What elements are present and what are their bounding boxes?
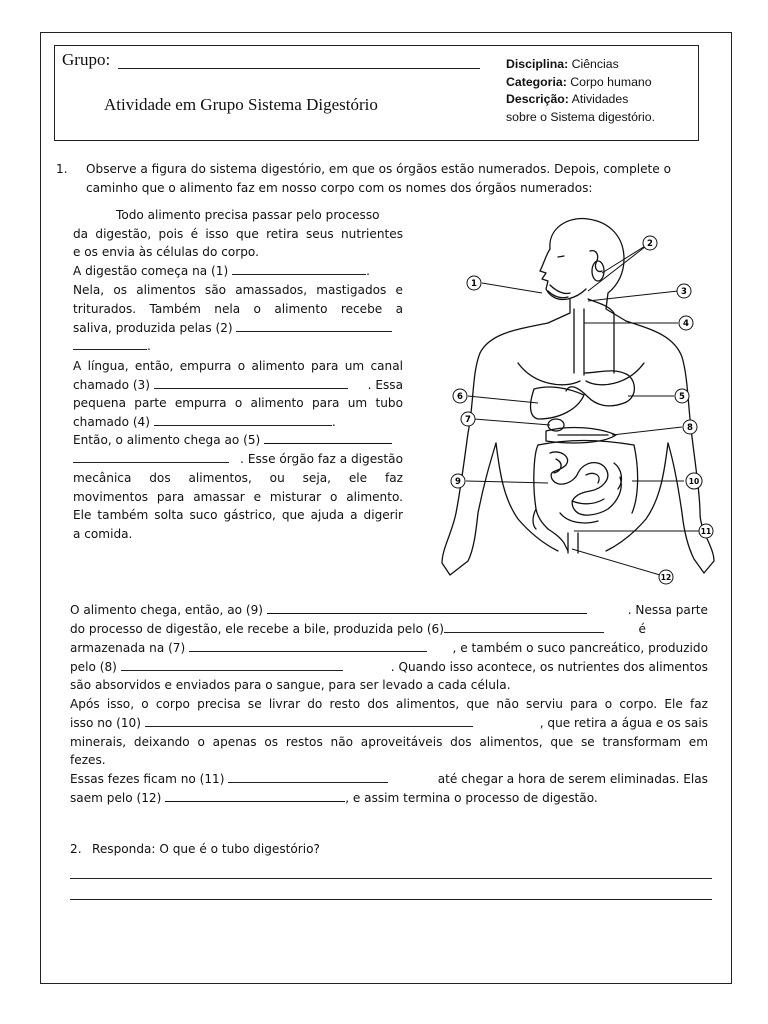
left-line-4-text: A digestão começa na (1) bbox=[73, 264, 229, 278]
bottom-line-7 bbox=[70, 714, 708, 733]
left-line-12-text: chamado (4) bbox=[73, 415, 150, 429]
bottom-line-1-end: . Nessa parte bbox=[627, 603, 708, 617]
left-line-8-end: . bbox=[147, 339, 151, 353]
figure-label-5 bbox=[675, 389, 689, 403]
figure-label-4 bbox=[679, 316, 693, 330]
answer-line-1[interactable] bbox=[70, 878, 712, 879]
blank-12[interactable] bbox=[165, 789, 345, 802]
head-outline bbox=[550, 219, 626, 321]
svg-text:5: 5 bbox=[679, 392, 685, 402]
blank-7[interactable] bbox=[189, 639, 427, 652]
blank-1[interactable] bbox=[232, 262, 366, 275]
blank-8[interactable] bbox=[121, 658, 343, 671]
blank-9[interactable] bbox=[267, 601, 587, 614]
left-line-9: A língua, então, empurra o alimento para um canal bbox=[73, 359, 403, 373]
left-line-14-end: . Esse órgão faz a digestão bbox=[240, 452, 403, 466]
q1-instr-line1: Observe a figura do sistema digestório, em que os órgãos estão numerados. Depois, complete o bbox=[86, 162, 671, 176]
svg-text:12: 12 bbox=[660, 573, 672, 582]
bottom-line-10-text: Essas fezes ficam no (11) bbox=[70, 772, 225, 786]
disciplina-label: Disciplina: bbox=[506, 57, 569, 71]
left-line-10-end: . Essa bbox=[367, 378, 403, 392]
left-line-8 bbox=[73, 337, 151, 356]
figure-label-2 bbox=[643, 236, 657, 250]
figure-label-11 bbox=[699, 524, 713, 538]
left-line-10-text: chamado (3) bbox=[73, 378, 150, 392]
left-line-11: pequena parte empurra o alimento para um tubo bbox=[73, 396, 403, 410]
bottom-line-4-end: . Quando isso acontece, os nutrientes dos alimentos bbox=[390, 660, 708, 674]
meta-info bbox=[506, 56, 655, 126]
left-line-7 bbox=[73, 319, 392, 338]
left-line-5: Nela, os alimentos são amassados, mastigados e bbox=[73, 283, 403, 297]
svg-text:1: 1 bbox=[471, 279, 477, 289]
svg-text:4: 4 bbox=[683, 319, 689, 329]
bottom-line-5: são absorvidos e enviados para o sangue, para ser levado a cada célula. bbox=[70, 678, 511, 692]
bottom-line-3-text: armazenada na (7) bbox=[70, 641, 186, 655]
bottom-line-10-end: até chegar a hora de serem eliminadas. Elas bbox=[437, 772, 708, 786]
left-line-12 bbox=[73, 413, 336, 432]
q2-number: 2. bbox=[70, 842, 82, 856]
blank-5[interactable] bbox=[264, 431, 392, 444]
left-line-7-text: saliva, produzida pelas (2) bbox=[73, 321, 233, 335]
bottom-line-4 bbox=[70, 658, 708, 677]
left-line-12-end: . bbox=[331, 415, 336, 429]
blank-2-cont[interactable] bbox=[73, 337, 147, 350]
figure-label-6 bbox=[453, 389, 467, 403]
bottom-line-2 bbox=[70, 620, 708, 639]
left-line-15: mecânica dos alimentos, ou seja, ele faz bbox=[73, 471, 403, 485]
left-line-10 bbox=[73, 376, 403, 395]
blank-10[interactable] bbox=[145, 714, 473, 727]
grupo-label: Grupo: bbox=[62, 50, 111, 69]
figure-label-8 bbox=[683, 420, 697, 434]
blank-4[interactable] bbox=[154, 413, 332, 426]
disciplina-value: Ciências bbox=[571, 57, 619, 71]
svg-text:10: 10 bbox=[688, 477, 700, 486]
bottom-line-10 bbox=[70, 770, 708, 789]
descricao-label: Descrição: bbox=[506, 92, 569, 106]
figure-label-12 bbox=[659, 570, 673, 584]
page-title: Atividade em Grupo Sistema Digestório bbox=[104, 95, 378, 114]
svg-text:2: 2 bbox=[647, 239, 653, 249]
left-line-14 bbox=[73, 450, 403, 469]
svg-text:9: 9 bbox=[455, 477, 461, 487]
q1-number: 1. bbox=[56, 162, 68, 176]
figure-label-10 bbox=[686, 473, 702, 489]
q2-text: Responda: O que é o tubo digestório? bbox=[92, 842, 320, 856]
bottom-line-3 bbox=[70, 639, 708, 658]
bottom-line-11-text: saem pelo (12) bbox=[70, 791, 162, 805]
svg-text:11: 11 bbox=[700, 527, 712, 536]
figure-label-7 bbox=[461, 412, 475, 426]
blank-2[interactable] bbox=[236, 319, 392, 332]
figure-label-3 bbox=[677, 284, 691, 298]
blank-5-cont[interactable] bbox=[73, 450, 229, 463]
q1-instr-line2: caminho que o alimento faz em nosso corpo com os nomes dos órgãos numerados: bbox=[86, 181, 593, 195]
categoria-label: Categoria: bbox=[506, 74, 567, 89]
left-line-3: e os envia às células do corpo. bbox=[73, 245, 259, 259]
bottom-line-7-text: isso no (10) bbox=[70, 716, 141, 730]
svg-text:6: 6 bbox=[457, 392, 463, 402]
bottom-line-11-end: , e assim termina o processo de digestão. bbox=[345, 791, 598, 805]
left-line-13 bbox=[73, 431, 392, 450]
bottom-line-4-text: pelo (8) bbox=[70, 660, 117, 674]
bottom-line-6: Após isso, o corpo precisa se livrar do resto dos alimentos, que não serviu para o corpo. Ele faz bbox=[70, 697, 708, 711]
blank-3[interactable] bbox=[154, 376, 348, 389]
bottom-line-2-end: é bbox=[638, 622, 646, 636]
answer-line-2[interactable] bbox=[70, 899, 712, 900]
descricao-value: Atividades bbox=[571, 92, 629, 106]
left-line-18: a comida. bbox=[73, 527, 133, 541]
left-line-4-end: . bbox=[366, 264, 370, 278]
figure-label-1 bbox=[467, 276, 481, 290]
blank-6[interactable] bbox=[444, 620, 604, 633]
left-line-17: Ele também solta suco gástrico, que ajuda a digerir bbox=[73, 508, 403, 522]
bottom-line-1-text: O alimento chega, então, ao (9) bbox=[70, 603, 264, 617]
descricao-cont: sobre o Sistema digestório. bbox=[506, 109, 656, 124]
bottom-line-2-text: do processo de digestão, ele recebe a bile, produzida pelo (6) bbox=[70, 622, 444, 636]
svg-text:3: 3 bbox=[681, 287, 687, 297]
bottom-line-8: minerais, deixando o apenas os restos não aproveitáveis dos alimentos, que se transformam em bbox=[70, 735, 708, 749]
categoria-value: Corpo humano bbox=[570, 74, 652, 89]
bottom-line-7-end: , que retira a água e os sais bbox=[539, 716, 708, 730]
svg-text:8: 8 bbox=[687, 423, 693, 433]
bottom-line-3-end: , e também o suco pancreático, produzido bbox=[452, 641, 708, 655]
bottom-line-1 bbox=[70, 601, 708, 620]
blank-11[interactable] bbox=[228, 770, 388, 783]
left-line-16: movimentos para amassar e misturar o alimento. bbox=[73, 490, 403, 504]
figure-label-9 bbox=[451, 474, 465, 488]
left-line-6: triturados. Também nela o alimento recebe a bbox=[73, 302, 403, 316]
left-line-2: da digestão, pois é isso que retira seus nutrientes bbox=[73, 227, 403, 241]
left-line-13-text: Então, o alimento chega ao (5) bbox=[73, 433, 261, 447]
grupo-input-line[interactable] bbox=[118, 68, 480, 69]
digestive-system-figure bbox=[438, 213, 718, 593]
svg-text:7: 7 bbox=[465, 415, 471, 425]
bottom-line-11 bbox=[70, 789, 598, 808]
left-line-4 bbox=[73, 262, 370, 281]
bottom-line-9: fezes. bbox=[70, 753, 106, 767]
left-line-1: Todo alimento precisa passar pelo processo bbox=[116, 208, 380, 222]
